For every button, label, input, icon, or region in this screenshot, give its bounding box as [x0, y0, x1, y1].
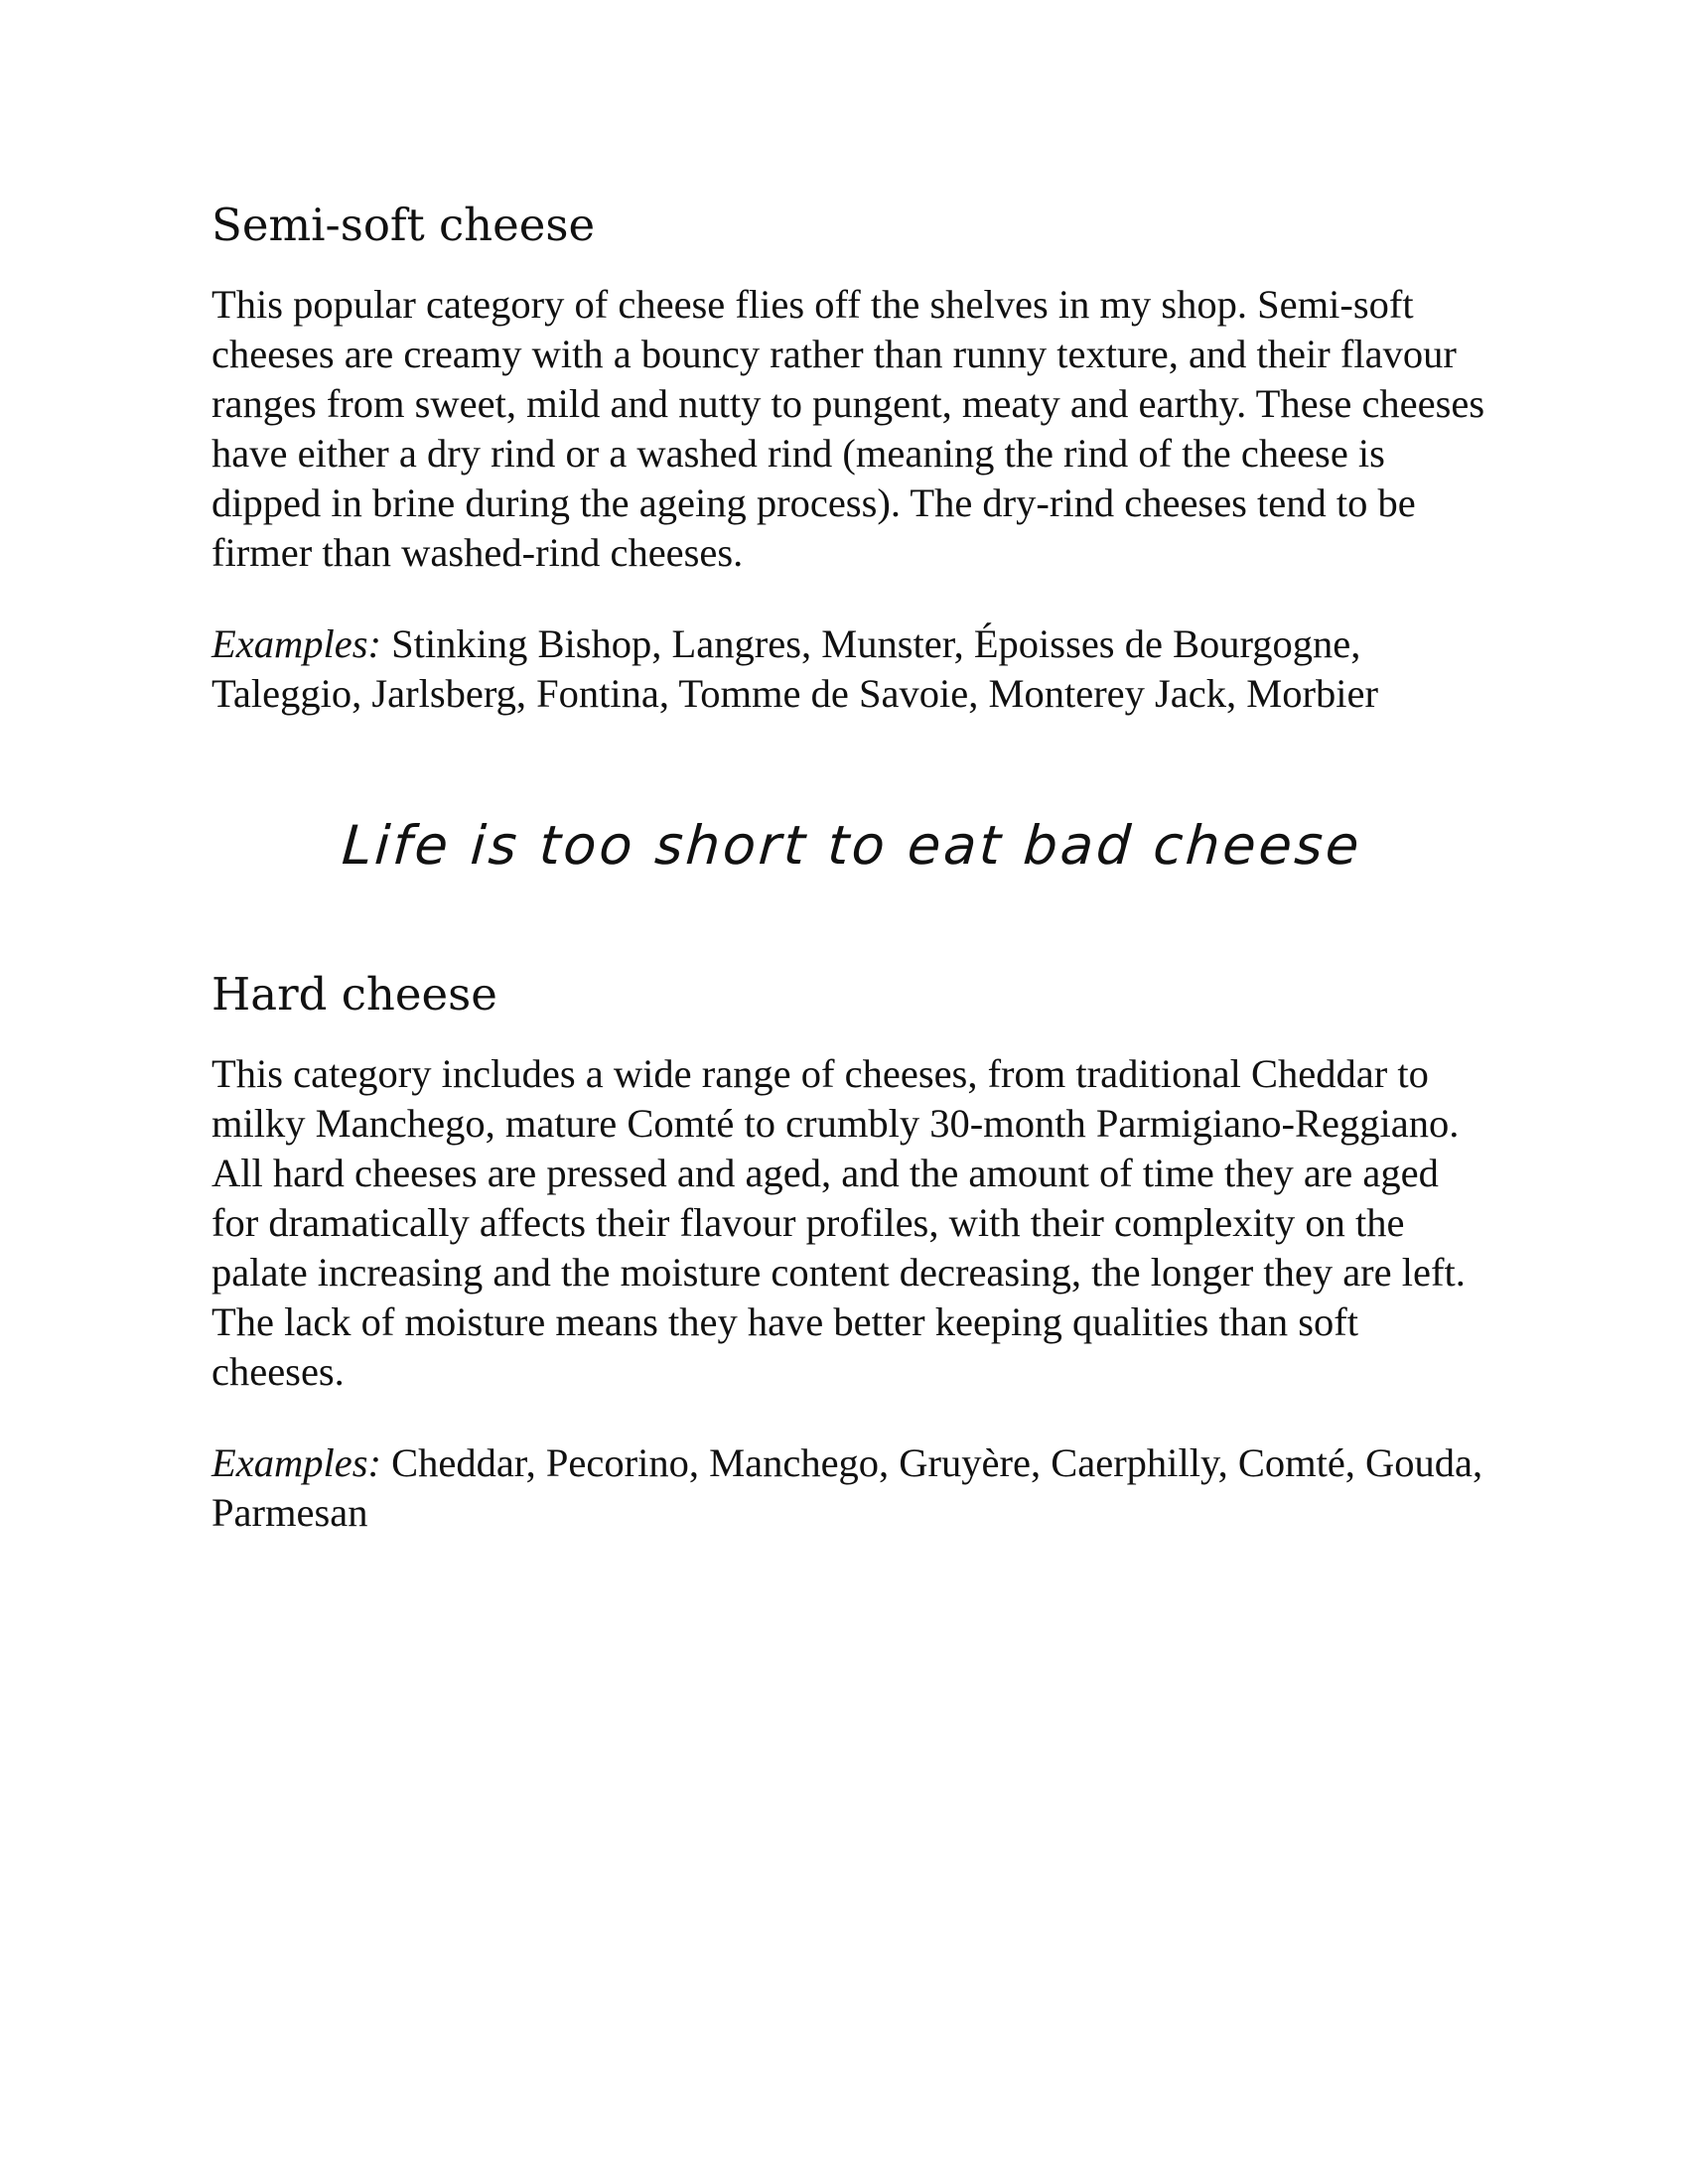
examples-list: Stinking Bishop, Langres, Munster, Époisses de Bourgogne, Taleggio, Jarlsberg, Fontina, Tomme de Savoie, Monterey Jack, Morbier	[211, 621, 1378, 716]
section-body-text: This category includes a wide range of cheeses, from traditional Cheddar to milky Manchego, mature Comté to crumbly 30-month Parmigiano-Reggiano. All hard cheeses are pressed and aged, and the amount of time they are aged for dramatically affects their flavour profiles, with their complexity on the palate increasing and the moisture content decreasing, the longer they are left. The lack of moisture means they have better keeping qualities than soft cheeses.	[211, 1051, 1466, 1394]
section-body-text: This popular category of cheese flies off the shelves in my shop. Semi-soft cheeses are creamy with a bouncy rather than runny texture, and their flavour ranges from sweet, mild and nutty to pungent, meaty and earthy. These cheeses have either a dry rind or a washed rind (meaning the rind of the cheese is dipped in brine during the ageing process). The dry-rind cheeses tend to be firmer than washed-rind cheeses.	[211, 282, 1485, 575]
examples-list: Cheddar, Pecorino, Manchego, Gruyère, Caerphilly, Comté, Gouda, Parmesan	[211, 1440, 1483, 1535]
semi-soft-cheese-section	[211, 199, 1492, 719]
examples-line	[211, 1438, 1492, 1538]
examples-label: Examples:	[211, 621, 381, 666]
section-heading: Semi-soft cheese	[211, 199, 596, 251]
hard-cheese-section	[211, 968, 1492, 1538]
examples-label: Examples:	[211, 1440, 381, 1485]
document-page	[211, 199, 1492, 1538]
handwritten-quote: Life is too short to eat bad cheese	[340, 814, 1364, 877]
examples-line	[211, 619, 1492, 719]
section-heading: Hard cheese	[211, 968, 497, 1021]
